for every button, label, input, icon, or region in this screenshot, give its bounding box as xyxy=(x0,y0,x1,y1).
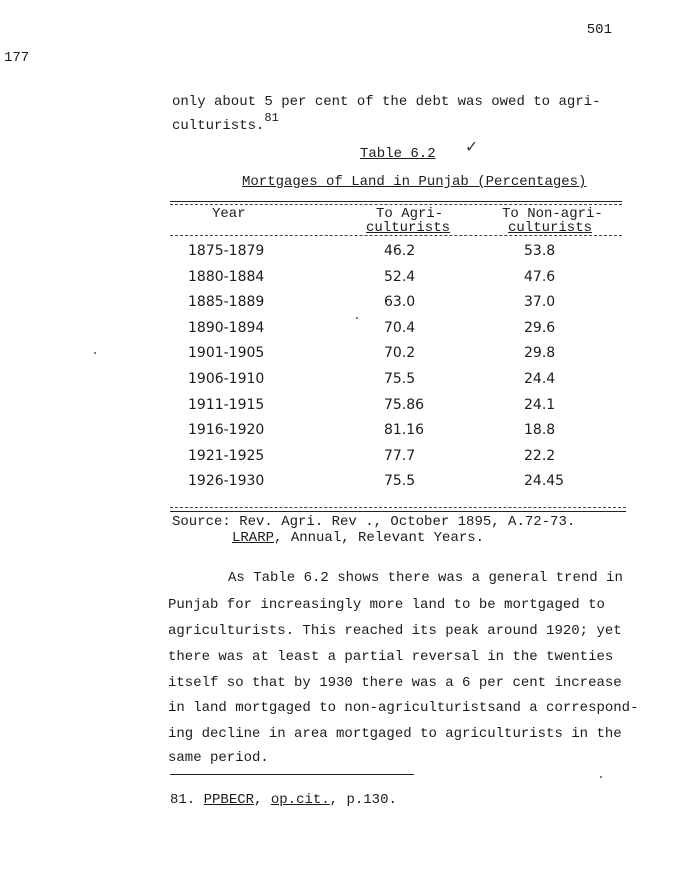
row-nonagri-value: 24.1 xyxy=(524,397,556,413)
row-agri-value: 70.2 xyxy=(384,345,416,361)
page-number-top: 501 xyxy=(586,22,612,38)
footnote-reference: 81 xyxy=(264,111,279,125)
body-line-8: same period. xyxy=(168,750,269,766)
table-top-rule xyxy=(170,201,622,202)
row-year: 1901-1905 xyxy=(188,345,265,361)
row-year: 1911-1915 xyxy=(188,397,265,413)
row-year: 1890-1894 xyxy=(188,320,265,336)
intro-line-2 xyxy=(172,111,279,134)
scan-speck xyxy=(356,317,358,319)
row-agri-value: 77.7 xyxy=(384,448,416,464)
row-year: 1880-1884 xyxy=(188,269,265,285)
source-line-1: Source: Rev. Agri. Rev ., October 1895, A.72-73. xyxy=(172,514,576,530)
source-line-2 xyxy=(232,530,484,546)
footnote-opcit: op.cit. xyxy=(270,792,330,808)
check-mark-icon: ✓ xyxy=(466,138,477,158)
header-agri-line-2: culturists xyxy=(366,220,451,236)
body-line-2: Punjab for increasingly more land to be mortgaged to xyxy=(168,597,605,613)
header-nonagri-line-1: To Non-agri- xyxy=(502,206,603,222)
body-line-6: in land mortgaged to non-agriculturistsand a correspond- xyxy=(168,700,639,716)
row-nonagri-value: 24.4 xyxy=(524,371,556,387)
row-nonagri-value: 53.8 xyxy=(524,243,556,259)
row-agri-value: 70.4 xyxy=(384,320,416,336)
row-year: 1875-1879 xyxy=(188,243,265,259)
header-year: Year xyxy=(212,206,246,222)
footnote xyxy=(170,792,397,808)
source-abbr: LRARP xyxy=(232,530,275,546)
row-nonagri-value: 18.8 xyxy=(524,422,556,438)
row-year: 1921-1925 xyxy=(188,448,265,464)
row-agri-value: 81.16 xyxy=(384,422,425,438)
row-agri-value: 75.5 xyxy=(384,473,416,489)
row-year: 1906-1910 xyxy=(188,371,265,387)
table-bottom-rule-dashed xyxy=(170,507,626,508)
source-line-2-rest: , Annual, Relevant Years. xyxy=(274,530,485,546)
body-line-7: ing decline in area mortgaged to agriculturists in the xyxy=(168,726,622,742)
table-label: Table 6.2 xyxy=(360,146,436,162)
row-nonagri-value: 29.8 xyxy=(524,345,556,361)
table-bottom-rule xyxy=(170,511,626,512)
body-line-1: As Table 6.2 shows there was a general trend in xyxy=(228,570,623,586)
intro-line-2-text: culturists. xyxy=(172,118,265,134)
row-year: 1926-1930 xyxy=(188,473,265,489)
header-rule xyxy=(170,235,622,236)
scan-speck xyxy=(94,352,96,354)
row-agri-value: 75.86 xyxy=(384,397,425,413)
row-year: 1916-1920 xyxy=(188,422,265,438)
row-nonagri-value: 47.6 xyxy=(524,269,556,285)
header-agri-line-1: To Agri- xyxy=(376,206,444,222)
footnote-number: 81. xyxy=(170,792,196,808)
row-year: 1885-1889 xyxy=(188,294,265,310)
table-title: Mortgages of Land in Punjab (Percentages) xyxy=(242,174,587,190)
row-agri-value: 75.5 xyxy=(384,371,416,387)
row-nonagri-value: 22.2 xyxy=(524,448,556,464)
footnote-abbr: PPBECR xyxy=(203,792,255,808)
footnote-sep: , xyxy=(254,792,263,808)
row-nonagri-value: 37.0 xyxy=(524,294,556,310)
row-agri-value: 52.4 xyxy=(384,269,416,285)
body-line-5: itself so that by 1930 there was a 6 per cent increase xyxy=(168,675,622,691)
footnote-rest: , p.130. xyxy=(329,792,397,808)
row-agri-value: 46.2 xyxy=(384,243,416,259)
footnote-separator xyxy=(170,774,414,775)
body-line-3: agriculturists. This reached its peak around 1920; yet xyxy=(168,623,622,639)
header-nonagri-line-2: culturists xyxy=(508,220,593,236)
row-nonagri-value: 24.45 xyxy=(524,473,565,489)
body-line-4: there was at least a partial reversal in the twenties xyxy=(168,649,614,665)
row-agri-value: 63.0 xyxy=(384,294,416,310)
scan-speck xyxy=(600,776,602,778)
table-top-rule-dashed xyxy=(170,204,622,205)
page-number-left: 177 xyxy=(4,50,30,66)
row-nonagri-value: 29.6 xyxy=(524,320,556,336)
intro-line-1: only about 5 per cent of the debt was owed to agri- xyxy=(172,94,601,110)
